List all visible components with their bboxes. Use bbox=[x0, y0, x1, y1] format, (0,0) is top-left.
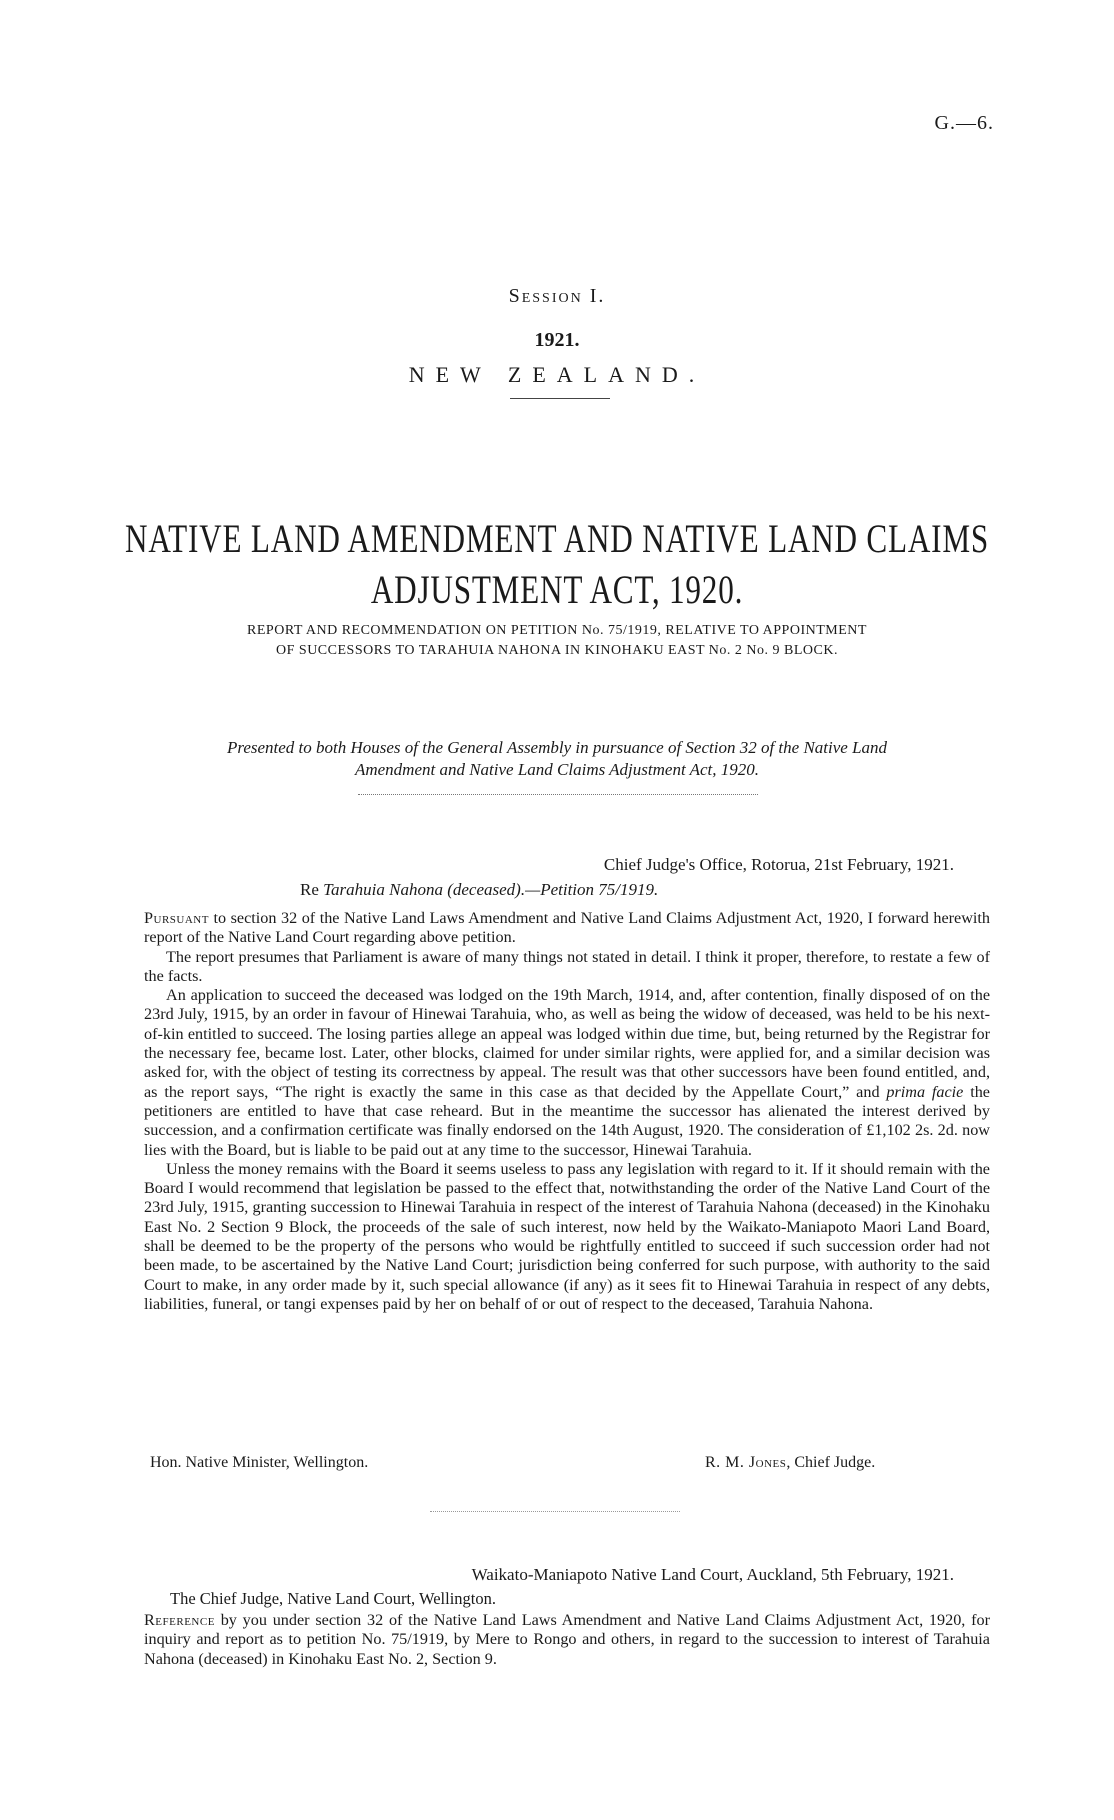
session-label: Session I. bbox=[508, 285, 606, 307]
paragraph-text: An application to succeed the deceased was lodged on the 19th March, 1914, and, after contention, finally disposed of on the 23rd July, 1915, by an order in favour of Hinewai Tarahuia, who, as well as being the widow of deceased, was held to be his next-of-kin entitled to succeed. The losing parties allege an appeal was lodged within due time, but, being returned by the Registrar for the necessary fee, became lost. Later, other blocks, claimed for under similar rights, were applied for, and a similar decision was asked for, with the object of testing its correctness by appeal. The result was that other successors have been found entitled, and, as the report says, “The right is exactly the same in this case as that decided by the Appellate Court,” and bbox=[144, 986, 990, 1101]
divider bbox=[430, 1511, 680, 1512]
document-title-line1: NATIVE LAND AMENDMENT AND NATIVE LAND CLAIMS bbox=[125, 516, 989, 561]
letter2-paragraph bbox=[144, 1611, 990, 1669]
signature-name: R. M. Jones bbox=[705, 1454, 787, 1471]
letter1-paragraph: The report presumes that Parliament is aware of many things not stated in detail. I think it proper, therefore, to restate a few of the facts. bbox=[144, 947, 990, 985]
letter1-paragraph: Unless the money remains with the Board it seems useless to pass any legislation with regard to it. If it should remain with the Board I would recommend that legislation be passed to the effect that, notwithstanding the order of the Native Land Court of the 23rd July, 1915, granting succession to Hinewai Tarahuia in respect of the interest of Tarahuia Nahona (deceased) in the Kinohaku East No. 2 Section 9 Block, the proceeds of the sale of such interest, now held by the Waikato-Maniapoto Maori Land Board, shall be deemed to be the property of the persons who would be rightfully entitled to succeed if such succession order had not been made, to be ascertained by the Native Land Court; jurisdiction being conferred for such purpose, with authority to the said Court to make, in any order made by it, such special allowance (if any) as it sees fit to Hinewai Tarahuia in respect of any debts, liabilities, funeral, or tangi expenses paid by her on behalf of or out of respect to the deceased, Tarahuia Nahona. bbox=[144, 1159, 990, 1313]
presented-note-line1: Presented to both Houses of the General Assembly in pursuance of Section 32 of the Native Land bbox=[226, 738, 888, 757]
letter1-body bbox=[144, 909, 990, 1314]
page-number: G.—6. bbox=[934, 112, 994, 134]
letter1-addressee: Hon. Native Minister, Wellington. bbox=[150, 1454, 369, 1471]
document-title-line2: ADJUSTMENT ACT, 1920. bbox=[370, 567, 744, 612]
paragraph-text: the petitioners are entitled to have that case reheard. But in the meantime the successor has alienated the interest derived by succession, and a confirmation certificate was finally endorsed on the 14th August, 1920. The consideration of £1,102 2s. 2d. now lies with the Board, but is liable to be paid out at any time to the successor, Hinewai Tarahuia. bbox=[144, 1082, 990, 1159]
lead-word: Pursuant bbox=[144, 909, 209, 927]
italic-phrase: prima facie bbox=[886, 1082, 964, 1101]
letter1-dateline: Chief Judge's Office, Rotorua, 21st February, 1921. bbox=[603, 855, 954, 874]
paragraph-text: by you under section 32 of the Native Land Laws Amendment and Native Land Claims Adjustment Act, 1920, for inquiry and report as to petition No. 75/1919, by Mere to Rongo and others, in regard to the succession to interest of Tarahuia Nahona (deceased) in Kinohaku East No. 2, Section 9. bbox=[144, 1611, 990, 1668]
letter1-subject bbox=[300, 880, 658, 900]
signature-title: , Chief Judge. bbox=[786, 1454, 876, 1471]
letter1-subject-text: Tarahuia Nahona (deceased).—Petition 75/1919. bbox=[323, 880, 659, 899]
letter2-dateline: Waikato-Maniapoto Native Land Court, Auckland, 5th February, 1921. bbox=[471, 1565, 954, 1584]
document-subtitle-line2: OF SUCCESSORS TO TARAHUIA NAHONA IN KINOHAKU EAST No. 2 No. 9 BLOCK. bbox=[276, 643, 838, 658]
lead-word: Reference bbox=[144, 1611, 215, 1629]
presented-note-line2: Amendment and Native Land Claims Adjustment Act, 1920. bbox=[354, 760, 760, 779]
divider bbox=[358, 794, 758, 795]
paragraph-text: to section 32 of the Native Land Laws Amendment and Native Land Claims Adjustment Act, 1920, I forward herewith report of the Native Land Court regarding above petition. bbox=[144, 909, 990, 947]
divider bbox=[510, 398, 610, 399]
letter1-subject-prefix: Re bbox=[300, 880, 324, 899]
letter2-addressee: The Chief Judge, Native Land Court, Wellington. bbox=[170, 1589, 497, 1608]
letter1-paragraph bbox=[144, 986, 990, 1160]
letter2-body bbox=[144, 1611, 990, 1669]
country-label: NEW ZEALAND. bbox=[408, 362, 706, 387]
letter1-signature bbox=[705, 1454, 875, 1472]
document-subtitle-line1: REPORT AND RECOMMENDATION ON PETITION No. 75/1919, RELATIVE TO APPOINTMENT bbox=[247, 623, 867, 638]
letter1-paragraph bbox=[144, 909, 990, 948]
year-label: 1921. bbox=[534, 329, 580, 351]
